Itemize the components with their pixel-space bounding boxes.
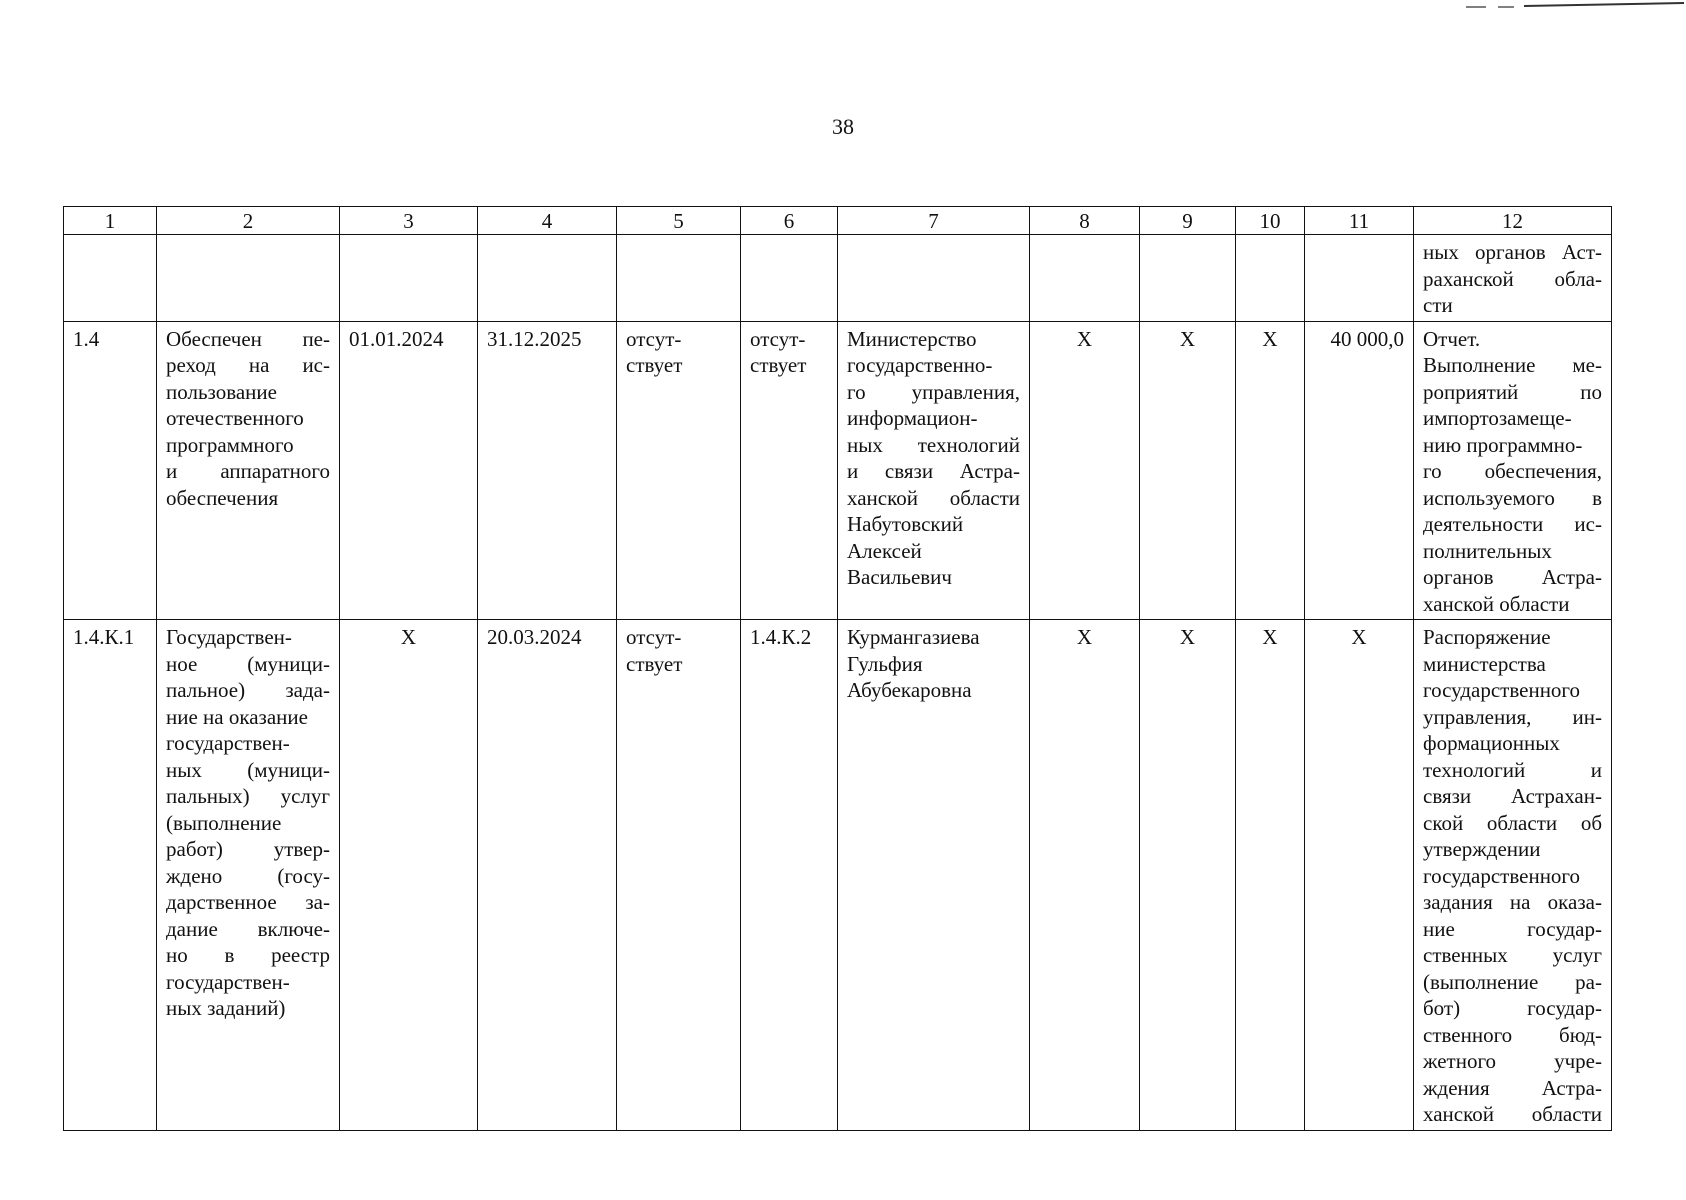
text-line: ствует: [750, 353, 807, 377]
text-line: утверждении: [1423, 837, 1541, 861]
text-line: государственно-: [847, 353, 993, 377]
cell-end-date: 31.12.2025: [478, 321, 617, 620]
column-header: 10: [1236, 207, 1305, 235]
cell-mark: X: [340, 620, 478, 1131]
text-line: отсут-: [750, 326, 806, 351]
text-line: отечественного: [166, 406, 304, 430]
text-line: Набутовский: [847, 512, 964, 536]
text-line: Абубекаровна: [847, 678, 972, 702]
table-cell-empty: [741, 235, 838, 322]
text-line: государствен-: [166, 731, 290, 755]
cell-responsible: [838, 620, 1030, 1131]
text-line: и связи Астра-: [847, 459, 1020, 483]
text-line: Обеспечен пе-: [166, 326, 330, 351]
text-line: ных заданий): [166, 996, 286, 1020]
text-line: ханской области: [847, 485, 1020, 510]
text-line: ждено (госу-: [166, 863, 330, 888]
text-line: обеспечения: [166, 485, 279, 510]
table-cell-empty: [1140, 235, 1236, 322]
cell-successor: 1.4.К.2: [741, 620, 838, 1131]
column-header: 6: [741, 207, 838, 235]
cell-mark: X: [1305, 620, 1414, 1131]
cell-end-date: 20.03.2024: [478, 620, 617, 1131]
text-line: (выполнение ра-: [1423, 969, 1602, 994]
text-line: органов Астра-: [1423, 565, 1602, 589]
text-line: ние на оказание: [166, 704, 308, 729]
text-line: Курмангазиева: [847, 625, 980, 649]
text-line: дание включе-: [166, 916, 330, 941]
text-line: ственного бюд-: [1423, 1022, 1602, 1047]
text-line: государственного: [1423, 678, 1581, 702]
text-line: государственного: [1423, 863, 1581, 888]
column-header: 8: [1030, 207, 1140, 235]
text-line: жетного учре-: [1423, 1049, 1602, 1073]
text-line: ствует: [626, 651, 683, 676]
plan-table: [63, 206, 1612, 1131]
text-line: программного: [166, 432, 294, 457]
text-line: отсут-: [626, 625, 682, 649]
text-line: полнительных: [1423, 538, 1552, 563]
text-line: ние государ-: [1423, 916, 1602, 941]
text-line: ных технологий: [847, 432, 1020, 457]
text-line: ственных услуг: [1423, 943, 1602, 967]
text-line: министерства: [1423, 651, 1546, 676]
column-header: 4: [478, 207, 617, 235]
cell-mark: X: [1140, 620, 1236, 1131]
text-line: Выполнение ме-: [1423, 353, 1602, 377]
text-line: и аппаратного: [166, 459, 330, 483]
text-line: ской области об: [1423, 810, 1602, 835]
cell-document: [1414, 321, 1612, 620]
cell-mark: X: [1140, 321, 1236, 620]
text-line: но в реестр: [166, 943, 330, 967]
cell-mark: X: [1030, 620, 1140, 1131]
text-line: Распоряжение: [1423, 625, 1551, 649]
text-line: используемого в: [1423, 485, 1602, 510]
text-line: ждения Астра-: [1423, 1075, 1602, 1100]
text-line: (выполнение: [166, 810, 282, 835]
cell-document-continued: [1414, 235, 1612, 322]
cell-predecessor: [617, 620, 741, 1131]
text-line: ханской области: [1423, 1102, 1602, 1126]
table-cell-empty: [478, 235, 617, 322]
text-line: информацион-: [847, 406, 978, 430]
text-line: технологий и: [1423, 757, 1602, 782]
text-line: Алексей: [847, 538, 922, 563]
text-line: сти: [1423, 293, 1453, 317]
text-line: реход на ис-: [166, 353, 330, 377]
table-row-1-4: [64, 321, 1612, 620]
text-line: государствен-: [166, 969, 290, 994]
cell-start-date: 01.01.2024: [340, 321, 478, 620]
text-line: пользование: [166, 379, 277, 404]
text-line: пальное) зада-: [166, 678, 330, 702]
cell-predecessor: [617, 321, 741, 620]
text-line: ное (муници-: [166, 651, 330, 676]
column-header: 11: [1305, 207, 1414, 235]
cell-mark: X: [1236, 620, 1305, 1131]
text-line: задания на оказа-: [1423, 890, 1602, 914]
table-cell-empty: [1236, 235, 1305, 322]
column-header: 2: [157, 207, 340, 235]
column-header: 12: [1414, 207, 1612, 235]
text-line: раханской обла-: [1423, 266, 1602, 291]
text-line: дарственное за-: [166, 890, 330, 914]
cell-mark: X: [1236, 321, 1305, 620]
text-line: Васильевич: [847, 565, 952, 589]
text-line: го обеспечения,: [1423, 459, 1602, 483]
text-line: управления, ин-: [1423, 704, 1602, 729]
text-line: го управления,: [847, 379, 1020, 404]
table-cell-empty: [1030, 235, 1140, 322]
cell-item-number: 1.4.К.1: [64, 620, 157, 1131]
cell-mark: X: [1030, 321, 1140, 620]
table-cell-empty: [838, 235, 1030, 322]
column-header: 3: [340, 207, 478, 235]
table-cell-empty: [340, 235, 478, 322]
text-line: ных органов Аст-: [1423, 240, 1602, 264]
cell-successor: [741, 321, 838, 620]
column-header: 7: [838, 207, 1030, 235]
text-line: работ) утвер-: [166, 837, 330, 861]
text-line: пальных) услуг: [166, 784, 330, 808]
cell-result-name: [157, 321, 340, 620]
text-line: формационных: [1423, 731, 1560, 755]
text-line: Отчет.: [1423, 326, 1481, 351]
text-line: деятельности ис-: [1423, 512, 1602, 536]
text-line: ханской области: [1423, 591, 1570, 616]
text-line: импортозамеще-: [1423, 406, 1572, 430]
cell-amount: 40 000,0: [1305, 321, 1414, 620]
text-line: ствует: [626, 353, 683, 377]
text-line: роприятий по: [1423, 379, 1602, 404]
cell-document: [1414, 620, 1612, 1131]
column-header: 1: [64, 207, 157, 235]
column-number-header: [64, 207, 1612, 235]
text-line: связи Астрахан-: [1423, 784, 1602, 808]
table-cell-empty: [617, 235, 741, 322]
text-line: Гульфия: [847, 651, 923, 676]
table-cell-empty: [157, 235, 340, 322]
table-row-continuation: [64, 235, 1612, 322]
page-number: 38: [832, 114, 854, 139]
cell-result-name: [157, 620, 340, 1131]
text-line: ных (муници-: [166, 757, 330, 782]
column-header: 9: [1140, 207, 1236, 235]
cell-item-number: 1.4: [64, 321, 157, 620]
text-line: Государствен-: [166, 625, 292, 649]
table-row-1-4-k1: [64, 620, 1612, 1131]
scan-corner-marks: [1426, 0, 1686, 12]
text-line: Министерство: [847, 326, 977, 351]
table-cell-empty: [64, 235, 157, 322]
column-header: 5: [617, 207, 741, 235]
table-cell-empty: [1305, 235, 1414, 322]
cell-responsible: [838, 321, 1030, 620]
text-line: нию программно-: [1423, 432, 1583, 457]
text-line: бот) государ-: [1423, 996, 1602, 1020]
text-line: отсут-: [626, 326, 682, 351]
